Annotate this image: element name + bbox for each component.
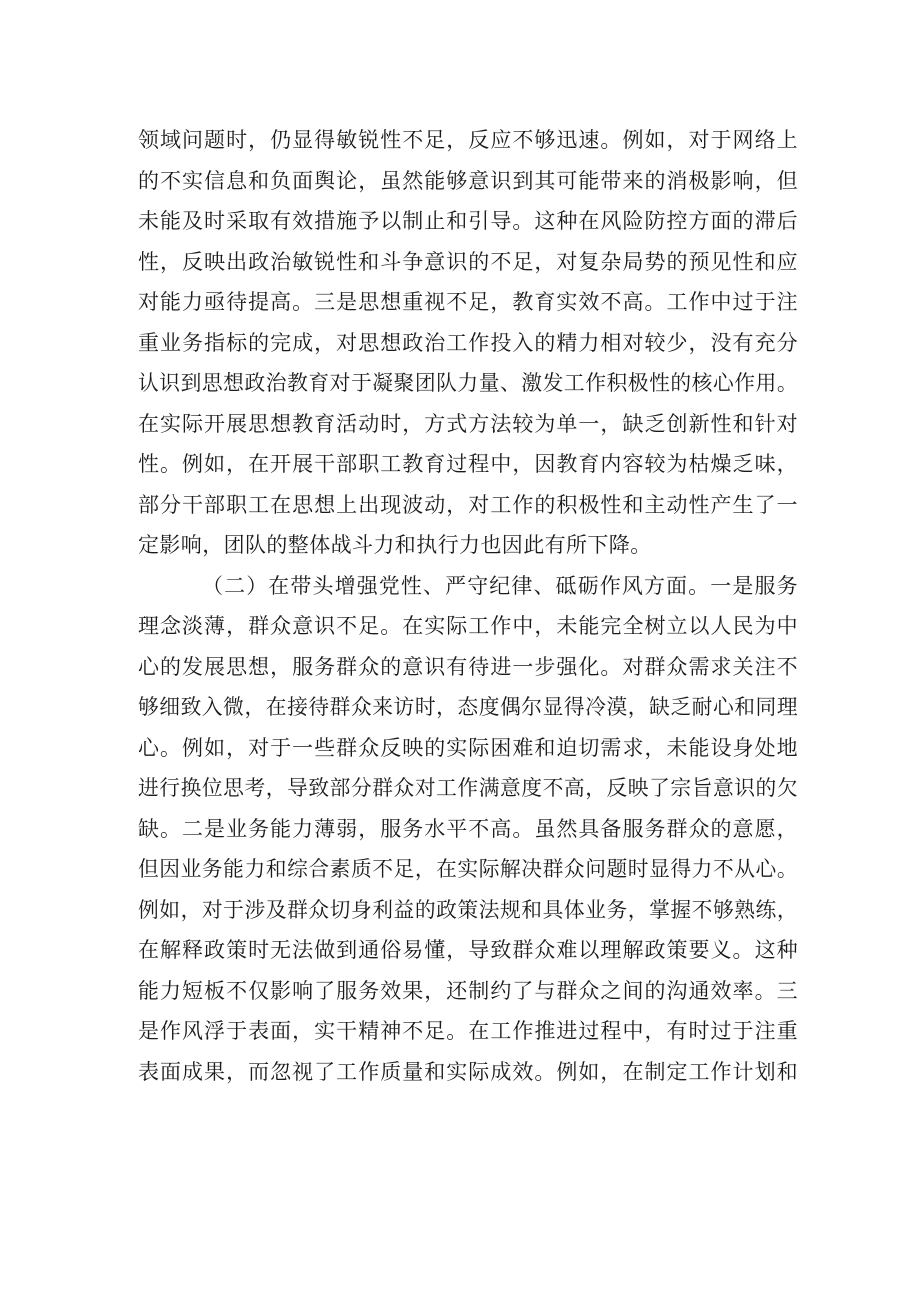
paragraph-2-line-12: 是作风浮于表面，实干精神不足。在工作推进过程中，有时过于注重 bbox=[138, 1019, 798, 1043]
paragraph-1-line-11: 定影响，团队的整体战斗力和执行力也因此有所下降。 bbox=[138, 533, 652, 557]
paragraph-2-line-2: 理念淡薄，群众意识不足。在实际工作中，未能完全树立以人民为中 bbox=[138, 614, 798, 638]
paragraph-2-line-4: 够细致入微，在接待群众来访时，态度偶尔显得冷漠，缺乏耐心和同理 bbox=[138, 695, 798, 719]
paragraph-2-line-3: 心的发展思想，服务群众的意识有待进一步强化。对群众需求关注不 bbox=[138, 654, 798, 679]
paragraph-1-line-5: 对能力亟待提高。三是思想重视不足，教育实效不高。工作中过于注 bbox=[138, 290, 798, 314]
paragraph-2-line-9: 例如，对于涉及群众切身利益的政策法规和具体业务，掌握不够熟练， bbox=[138, 897, 798, 922]
paragraph-1-line-8: 在实际开展思想教育活动时，方式方法较为单一，缺乏创新性和针对 bbox=[138, 411, 798, 436]
paragraph-1-line-10: 部分干部职工在思想上出现波动，对工作的积极性和主动性产生了一 bbox=[138, 492, 798, 517]
paragraph-1-line-9: 性。例如，在开展干部职工教育过程中，因教育内容较为枯燥乏味， bbox=[138, 452, 798, 476]
paragraph-1-line-2: 的不实信息和负面舆论，虽然能够意识到其可能带来的消极影响，但 bbox=[138, 168, 798, 193]
paragraph-2-line-5: 心。例如，对于一些群众反映的实际困难和迫切需求，未能设身处地 bbox=[138, 735, 798, 760]
paragraph-2-line-13: 表面成果，而忽视了工作质量和实际成效。例如，在制定工作计划和 bbox=[138, 1059, 798, 1084]
paragraph-1-line-6: 重业务指标的完成，对思想政治工作投入的精力相对较少，没有充分 bbox=[138, 330, 798, 355]
paragraph-2-line-10: 在解释政策时无法做到通俗易懂，导致群众难以理解政策要义。这种 bbox=[138, 938, 798, 962]
paragraph-1-line-4: 性，反映出政治敏锐性和斗争意识的不足，对复杂局势的预见性和应 bbox=[138, 249, 798, 274]
paragraph-2-line-6: 进行换位思考，导致部分群众对工作满意度不高，反映了宗旨意识的欠 bbox=[138, 776, 798, 800]
paragraph-1-line-1: 领域问题时，仍显得敏锐性不足，反应不够迅速。例如，对于网络上 bbox=[138, 128, 798, 152]
document-body bbox=[138, 120, 798, 1092]
paragraph-1-line-7: 认识到思想政治教育对于凝聚团队力量、激发工作积极性的核心作用。 bbox=[138, 371, 798, 395]
paragraph-2-line-7: 缺。二是业务能力薄弱，服务水平不高。虽然具备服务群众的意愿， bbox=[138, 816, 798, 841]
paragraph-2-line-11: 能力短板不仅影响了服务效果，还制约了与群众之间的沟通效率。三 bbox=[138, 978, 798, 1003]
paragraph-2-line-1: （二）在带头增强党性、严守纪律、砥砺作风方面。一是服务 bbox=[202, 573, 798, 598]
paragraph-1-line-3: 未能及时采取有效措施予以制止和引导。这种在风险防控方面的滞后 bbox=[138, 209, 798, 233]
paragraph-2-line-8: 但因业务能力和综合素质不足，在实际解决群众问题时显得力不从心。 bbox=[138, 857, 798, 881]
